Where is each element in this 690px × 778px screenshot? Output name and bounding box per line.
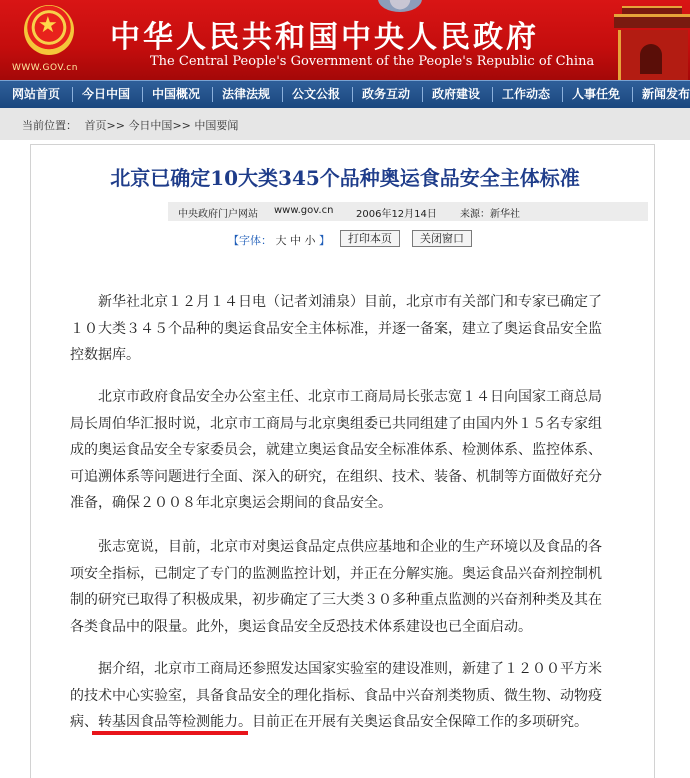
red-highlight-underline [92, 731, 248, 735]
paragraph-line: 的技术中心实验室，具备食品安全的理化指标、食品中兴奋剂类物质、微生物、动物疫 [70, 687, 602, 704]
font-label-close: 】 [319, 234, 330, 247]
nav-item-personnel[interactable]: 人事任免 [572, 87, 621, 101]
nav-item-today[interactable]: 今日中国 [82, 87, 131, 101]
font-size-small[interactable]: 小 [304, 234, 316, 247]
publish-date: 2006年12月14日 [356, 209, 437, 220]
globe-decoration [378, 0, 422, 12]
source-url: www.gov.cn [274, 205, 334, 216]
nav-item-overview[interactable]: 中国概况 [152, 87, 201, 101]
article-paragraph-4 [70, 656, 630, 736]
font-size-control [228, 232, 330, 248]
font-label: 【字体： [228, 234, 272, 247]
paragraph-line: 新华社北京１２月１４日电（记者刘浦泉）目前，北京市有关部门和专家已确定了 [98, 294, 602, 310]
print-button[interactable]: 打印本页 [340, 230, 400, 247]
close-window-button[interactable]: 关闭窗口 [412, 230, 472, 247]
breadcrumb-home[interactable]: 首页 [84, 119, 107, 132]
font-size-large[interactable]: 大 [275, 234, 287, 247]
paragraph-line: 局长周伯华汇报时说，北京市工商局与北京奥组委已共同组建了由国内外１５名专家组 [70, 415, 602, 432]
article-origin: 来源：新华社 [460, 209, 520, 220]
main-nav [0, 80, 690, 108]
breadcrumb [0, 108, 690, 140]
paragraph-line: 制的研究已取得了积极成果，初步确定了三大类３０多种重点监测的兴奋剂种类及其在 [70, 592, 602, 608]
source-site: 中央政府门户网站 [178, 209, 258, 220]
site-title-cn: 中华人民共和国中央人民政府 [110, 20, 539, 55]
tiananmen-gate-icon [608, 4, 690, 80]
article-paragraph-2 [70, 384, 630, 517]
breadcrumb-news[interactable]: 中国要闻 [194, 119, 239, 132]
paragraph-line: 控数据库。 [70, 347, 140, 363]
nav-item-government[interactable]: 政府建设 [432, 87, 481, 101]
paragraph-line: １０大类３４５个品种的奥运食品安全主体标准，并逐一备案，建立了奥运食品安全监 [70, 320, 602, 337]
breadcrumb-separator: >> [106, 119, 125, 132]
nav-item-interaction[interactable]: 政务互动 [362, 87, 411, 101]
paragraph-line: 各类食品中的限量。此外，奥运食品安全反恐技术体系建设也已全面启动。 [70, 618, 532, 635]
breadcrumb-today[interactable]: 今日中国 [128, 119, 173, 132]
national-emblem-icon: ★ [24, 5, 74, 55]
paragraph-line: 张志宽说，目前，北京市对奥运食品定点供应基地和企业的生产环境以及食品的各 [98, 539, 602, 555]
nav-item-press[interactable]: 新闻发布 [642, 87, 690, 101]
article-meta [168, 202, 648, 221]
font-size-medium[interactable]: 中 [290, 234, 301, 247]
paragraph-line: 可追溯体系等问题进行全面、深入的研究，在组织、技术、装备、机制等方面做好充分 [70, 468, 602, 485]
header-banner [0, 0, 690, 80]
site-url: WWW.GOV.cn [12, 63, 78, 73]
article-paragraph-3 [70, 534, 630, 640]
article-title: 北京已确定10大类345个品种奥运食品安全主体标准 [110, 166, 580, 190]
nav-item-laws[interactable]: 法律法规 [222, 87, 271, 101]
paragraph-line: 病、转基因食品等检测能力。目前正在开展有关奥运食品安全保障工作的多项研究。 [70, 714, 588, 730]
breadcrumb-separator: >> [172, 119, 191, 132]
nav-item-home[interactable]: 网站首页 [12, 87, 61, 101]
site-title-en: The Central People's Government of the People's Republic of China [150, 54, 595, 69]
paragraph-line: 北京市政府食品安全办公室主任、北京市工商局局长张志宽１４日向国家工商总局 [98, 389, 602, 405]
article-paragraph-1 [70, 289, 630, 369]
nav-item-work[interactable]: 工作动态 [502, 87, 551, 101]
paragraph-line: 项安全指标，已制定了专门的监测监控计划，并正在分解实施。奥运食品兴奋剂控制机 [70, 565, 602, 582]
paragraph-line: 成的奥运食品安全专家委员会，就建立奥运食品安全标准体系、检测体系、监控体系、 [70, 442, 602, 458]
breadcrumb-label: 当前位置： [22, 119, 77, 132]
paragraph-line: 准备，确保２００８年北京奥运会期间的食品安全。 [70, 495, 392, 511]
nav-item-bulletin[interactable]: 公文公报 [292, 87, 341, 101]
paragraph-line: 据介绍，北京市工商局还参照发达国家实验室的建设准则，新建了１２００平方米 [98, 661, 602, 677]
